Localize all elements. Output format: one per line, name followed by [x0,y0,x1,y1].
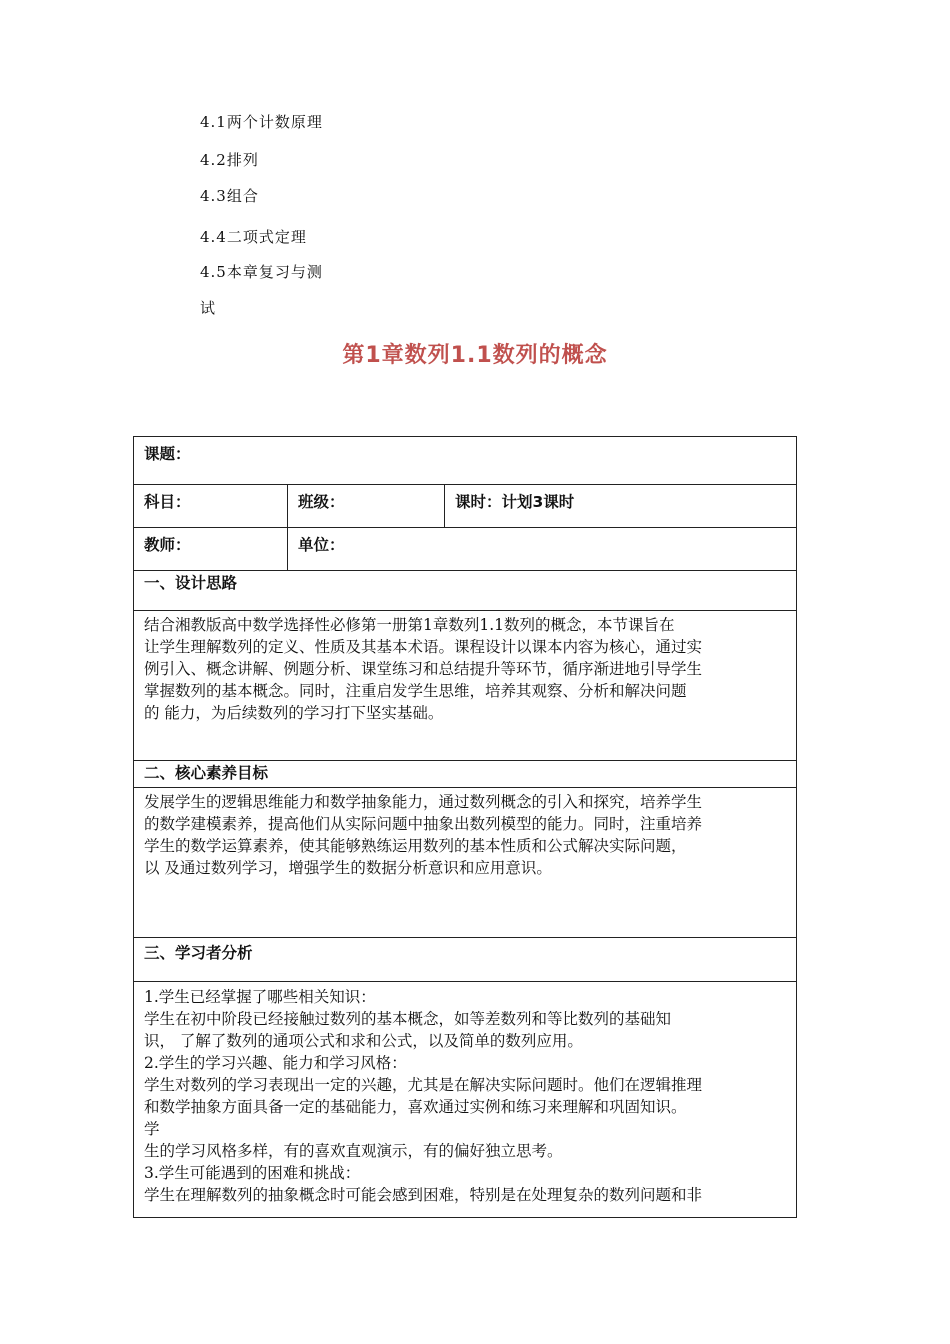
text-line: 学生的数学运算素养，使其能够熟练运用数列的基本性质和公式解决实际问题， [144,837,687,855]
text-line: 1.学生已经掌握了哪些相关知识： [144,988,376,1006]
lesson-plan-table [133,436,797,1218]
learner-analysis-text [134,982,797,1218]
text-line: 和数学抽象方面具备一定的基础能力，喜欢通过实例和练习来理解和巩固知识。 [144,1098,687,1116]
toc-item: 4.2排列 [200,151,259,169]
design-idea-text [134,611,797,761]
text-line: 结合湘教版高中数学选择性必修第一册第1章数列1.1数列的概念，本节课旨在 [144,616,675,634]
subject-label: 科目： [134,485,288,528]
section-heading: 三、学习者分析 [134,938,797,982]
toc-item: 试 [200,299,217,317]
text-line: 例引入、概念讲解、例题分析、课堂练习和总结提升等环节，循序渐进地引导学生 [144,660,703,678]
text-line: 学生在理解数列的抽象概念时可能会感到困难，特别是在处理复杂的数列问题和非 [144,1186,703,1204]
toc-item: 4.5本章复习与测 [200,263,323,281]
text-line: 识， 了解了数列的通项公式和求和公式，以及简单的数列应用。 [144,1032,583,1050]
section-heading: 一、设计思路 [134,571,797,611]
text-line: 学生在初中阶段已经接触过数列的基本概念，如等差数列和等比数列的基础知 [144,1010,672,1028]
text-line: 学生对数列的学习表现出一定的兴趣，尤其是在解决实际问题时。他们在逻辑推理 [144,1076,703,1094]
text-line: 发展学生的逻辑思维能力和数学抽象能力，通过数列概念的引入和探究，培养学生 [144,793,703,811]
unit-label: 单位： [288,528,797,571]
text-line: 的 能力，为后续数列的学习打下坚实基础。 [144,704,444,722]
text-line: 掌握数列的基本概念。同时，注重启发学生思维，培养其观察、分析和解决问题 [144,682,687,700]
text-line: 的数学建模素养，提高他们从实际问题中抽象出数列模型的能力。同时，注重培养 [144,815,703,833]
text-line: 生的学习风格多样，有的喜欢直观演示，有的偏好独立思考。 [144,1142,563,1160]
class-label: 班级： [288,485,445,528]
section-heading: 二、核心素养目标 [134,761,797,788]
chapter-title: 第1章数列1.1数列的概念 [342,343,608,368]
text-line: 2.学生的学习兴趣、能力和学习风格： [144,1054,407,1072]
text-line: 学 [144,1120,160,1138]
text-line: 3.学生可能遇到的困难和挑战： [144,1164,361,1182]
hours-label: 课时：计划3课时 [445,485,797,528]
teacher-label: 教师： [134,528,288,571]
toc-item: 4.4二项式定理 [200,228,307,246]
text-line: 以 及通过数列学习，增强学生的数据分析意识和应用意识。 [144,859,552,877]
core-goal-text [134,788,797,938]
toc-item: 4.3组合 [200,187,259,205]
topic-label: 课题： [134,437,797,485]
toc-item: 4.1两个计数原理 [200,113,323,131]
text-line: 让学生理解数列的定义、性质及其基本术语。课程设计以课本内容为核心，通过实 [144,638,703,656]
